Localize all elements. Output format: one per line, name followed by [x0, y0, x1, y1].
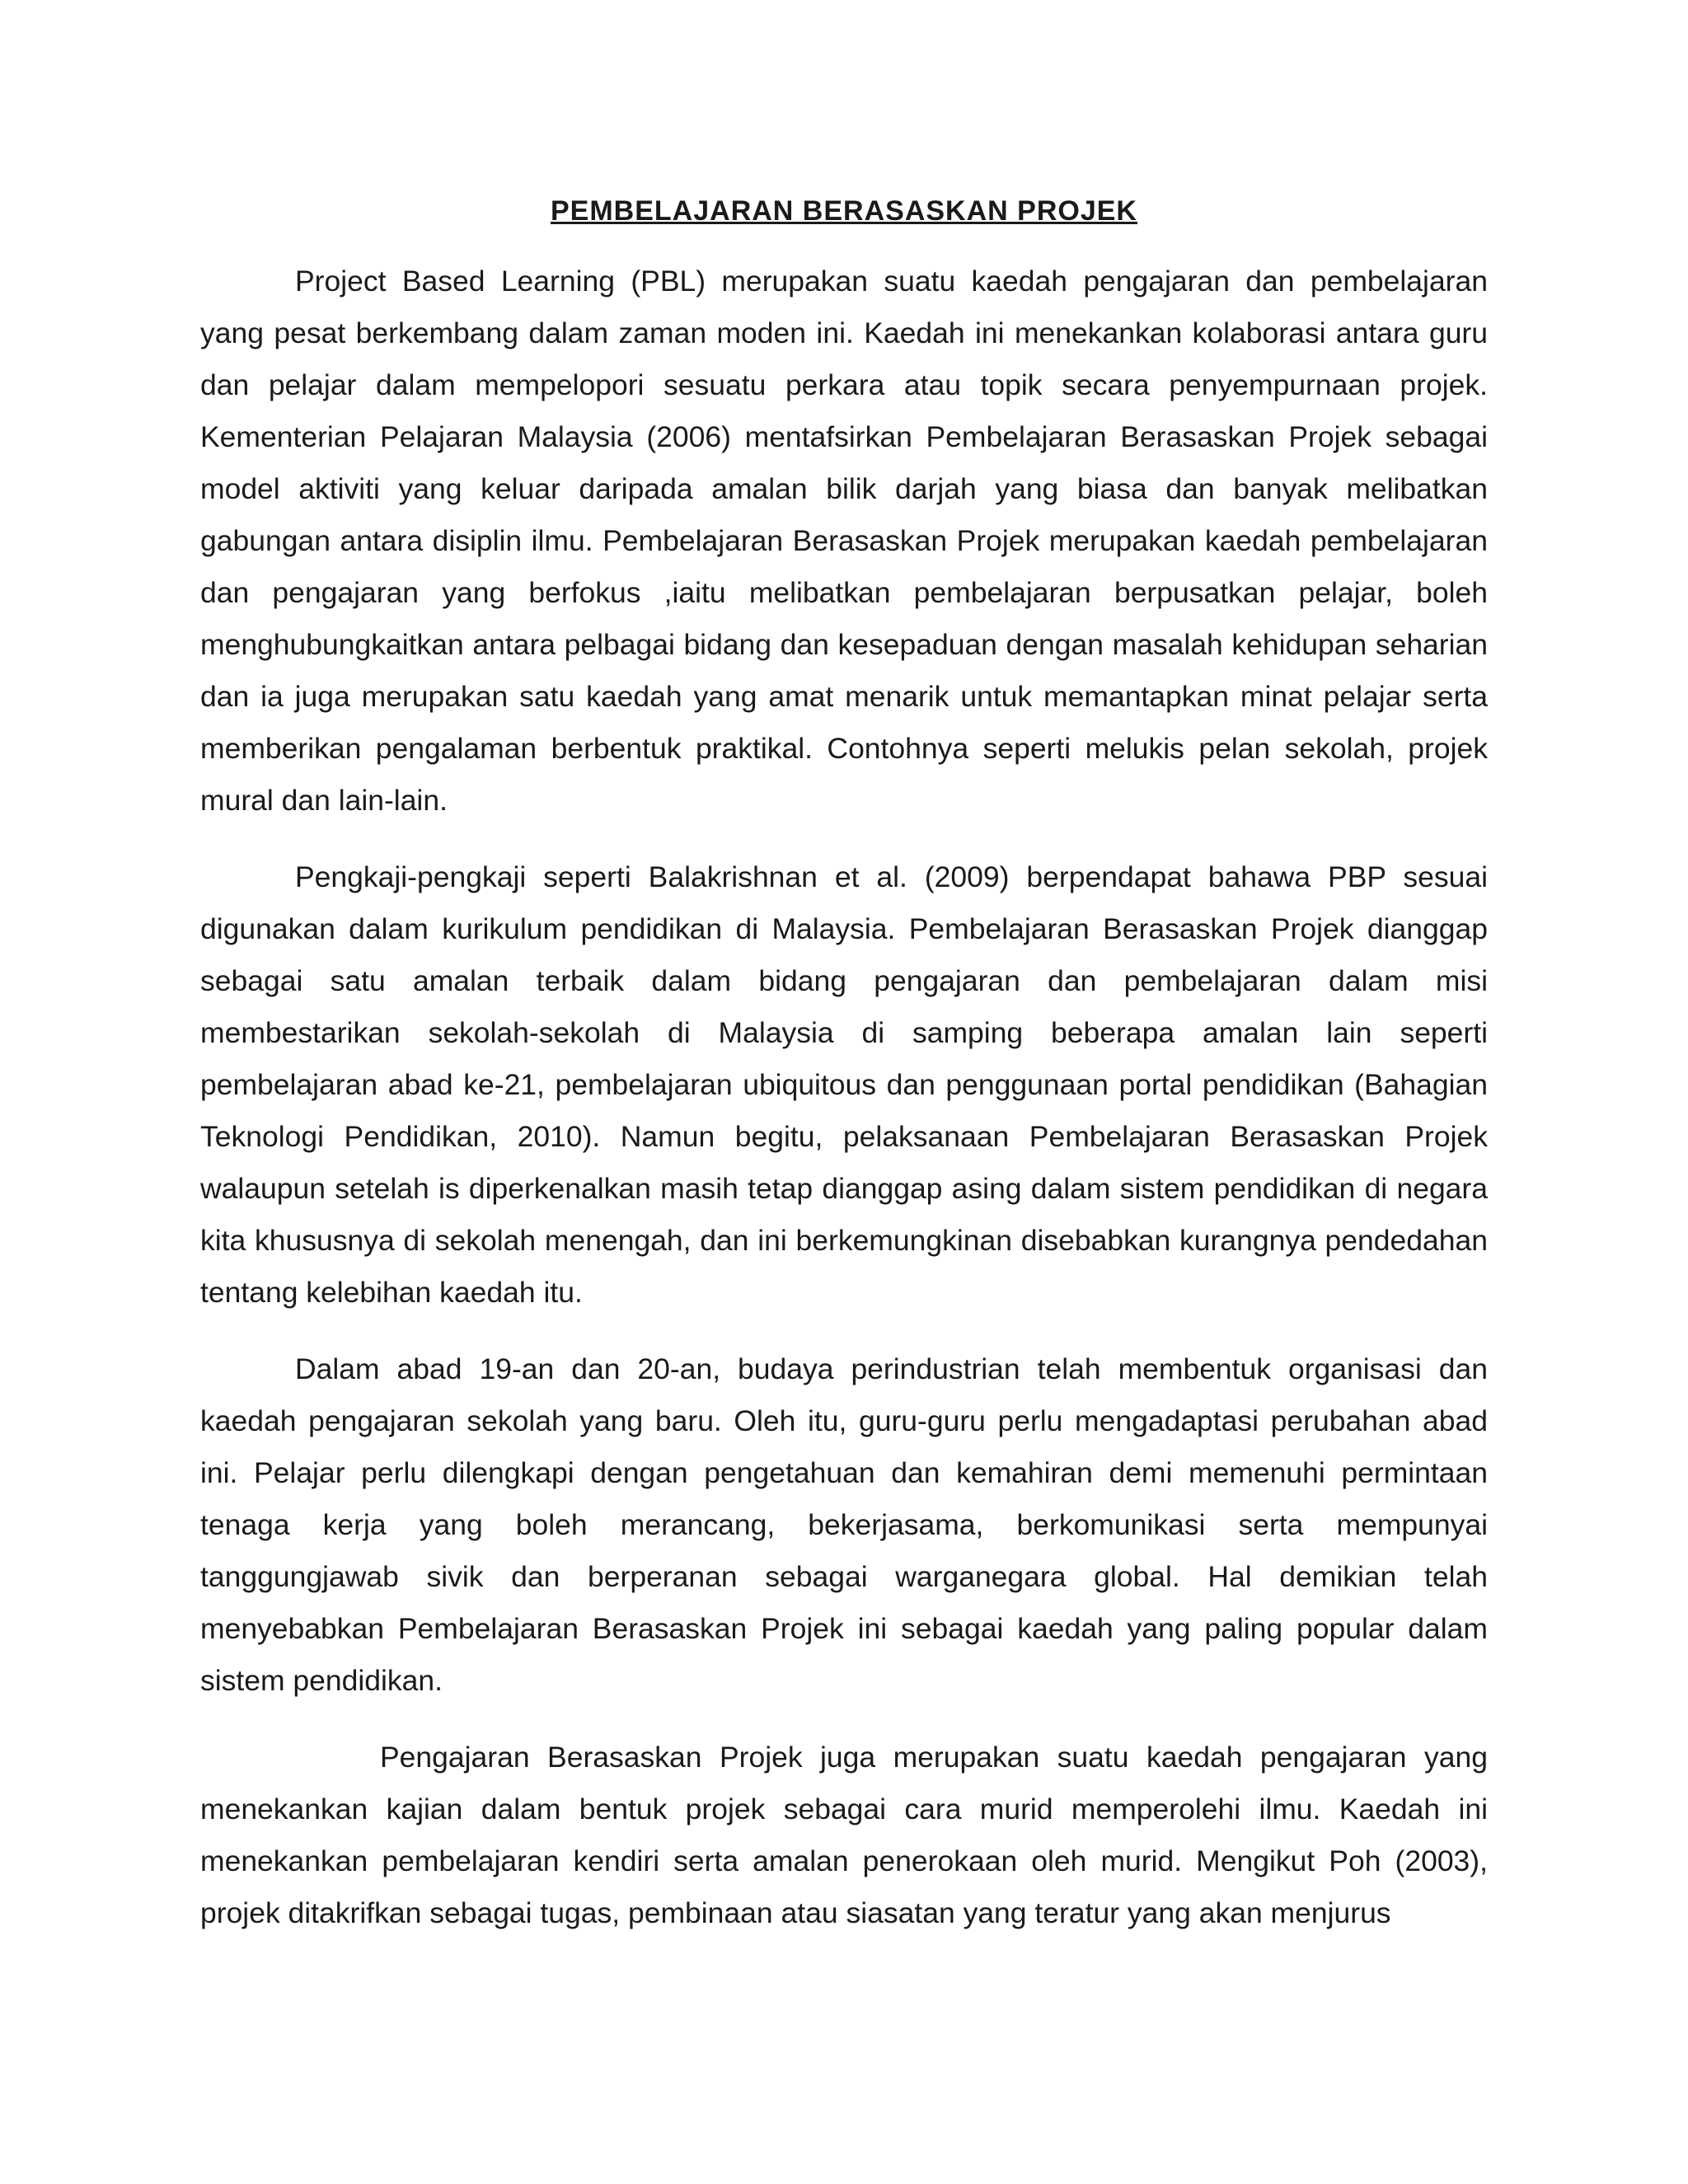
document-page	[200, 181, 1488, 1964]
paragraph-1: Project Based Learning (PBL) merupakan suatu kaedah pengajaran dan pembelajaran yang pesat berkembang dalam zaman moden ini. Kaedah ini menekankan kolaborasi antara guru dan pelajar dalam mempelopori sesuatu perkara atau topik secara penyempurnaan projek. Kementerian Pelajaran Malaysia (2006) mentafsirkan Pembelajaran Berasaskan Projek sebagai model aktiviti yang keluar daripada amalan bilik darjah yang biasa dan banyak melibatkan gabungan antara disiplin ilmu. Pembelajaran Berasaskan Projek merupakan kaedah pembelajaran dan pengajaran yang berfokus ,iaitu melibatkan pembelajaran berpusatkan pelajar, boleh menghubungkaitkan antara pelbagai bidang dan kesepaduan dengan masalah kehidupan seharian dan ia juga merupakan satu kaedah yang amat menarik untuk memantapkan minat pelajar serta memberikan pengalaman berbentuk praktikal. Contohnya seperti melukis pelan sekolah, projek mural dan lain-lain.	[200, 265, 1488, 817]
document-title: PEMBELAJARAN BERASASKAN PROJEK	[551, 195, 1137, 227]
paragraph-3: Dalam abad 19-an dan 20-an, budaya perindustrian telah membentuk organisasi dan kaedah pengajaran sekolah yang baru. Oleh itu, guru-guru perlu mengadaptasi perubahan abad ini. Pelajar perlu dilengkapi dengan pengetahuan dan kemahiran demi memenuhi permintaan tenaga kerja yang boleh merancang, bekerjasama, berkomunikasi serta mempunyai tanggungjawab sivik dan berperanan sebagai warganegara global. Hal demikian telah menyebabkan Pembelajaran Berasaskan Projek ini sebagai kaedah yang paling popular dalam sistem pendidikan.	[200, 1352, 1488, 1697]
paragraph-2: Pengkaji-pengkaji seperti Balakrishnan et al. (2009) berpendapat bahawa PBP sesuai digunakan dalam kurikulum pendidikan di Malaysia. Pembelajaran Berasaskan Projek dianggap sebagai satu amalan terbaik dalam bidang pengajaran dan pembelajaran dalam misi membestarikan sekolah-sekolah di Malaysia di samping beberapa amalan lain seperti pembelajaran abad ke-21, pembelajaran ubiquitous dan penggunaan portal pendidikan (Bahagian Teknologi Pendidikan, 2010). Namun begitu, pelaksanaan Pembelajaran Berasaskan Projek walaupun setelah is diperkenalkan masih tetap dianggap asing dalam sistem pendidikan di negara kita khususnya di sekolah menengah, dan ini berkemungkinan disebabkan kurangnya pendedahan tentang kelebihan kaedah itu.	[200, 860, 1488, 1309]
paragraph-4: Pengajaran Berasaskan Projek juga merupakan suatu kaedah pengajaran yang menekankan kajian dalam bentuk projek sebagai cara murid memperolehi ilmu. Kaedah ini menekankan pembelajaran kendiri serta amalan penerokaan oleh murid. Mengikut Poh (2003), projek ditakrifkan sebagai tugas, pembinaan atau siasatan yang teratur yang akan menjurus	[200, 1741, 1488, 1929]
